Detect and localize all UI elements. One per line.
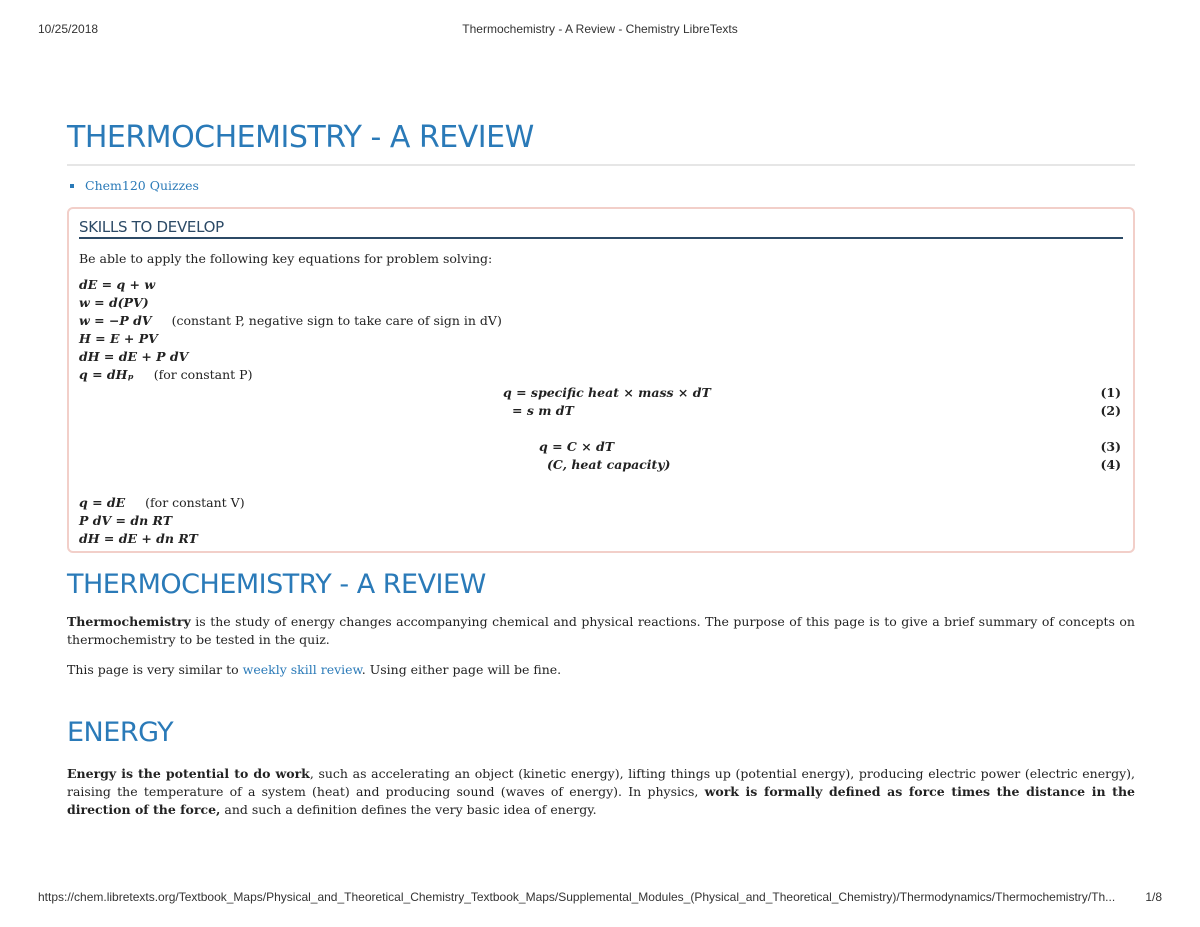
weekly-skill-review-link[interactable]: weekly skill review xyxy=(242,662,362,677)
equation-number-1: (1) xyxy=(1100,385,1121,400)
section-heading-review: THERMOCHEMISTRY - A REVIEW xyxy=(67,569,486,600)
numbered-equation-1: q = specific heat × mass × dT xyxy=(503,385,711,400)
equation: P dV = dn RT xyxy=(79,513,173,528)
equation: dE = q + w xyxy=(79,277,156,292)
equation-number-3: (3) xyxy=(1100,439,1121,454)
chem120-quizzes-link[interactable]: Chem120 Quizzes xyxy=(85,178,199,193)
print-header xyxy=(38,22,1162,38)
equation-row xyxy=(79,530,1123,548)
print-page-title: Thermochemistry - A Review - Chemistry LibreTexts xyxy=(462,22,738,36)
equation-row xyxy=(79,294,1123,312)
print-page-number: 1/8 xyxy=(1145,890,1162,904)
paragraph-text: , such as accelerating an object (kinetic energy), lifting things up (potential energy), producing electric power (electric energy), raising the temperature of a system (heat) and producing sound (waves of energy). In physics, xyxy=(67,766,1135,799)
equation-list-top xyxy=(79,276,1123,384)
equation-number-4: (4) xyxy=(1100,457,1121,472)
skills-heading: SKILLS TO DEVELOP xyxy=(79,217,1123,239)
paragraph-text: and such a definition defines the very basic idea of energy. xyxy=(220,802,597,817)
paragraph-text: . Using either page will be fine. xyxy=(361,662,562,677)
numbered-equation-3: q = C × dT xyxy=(539,439,615,454)
paragraph-text: is the study of energy changes accompanying chemical and physical reactions. The purpose of this page is to give a brief summary of concepts on thermochemistry to be tested in the quiz. xyxy=(67,614,1135,647)
paragraph-energy xyxy=(67,765,1135,819)
equation-row xyxy=(79,348,1123,366)
equation: q = dE xyxy=(79,495,126,510)
equation: dH = dE + dn RT xyxy=(79,531,198,546)
skills-box xyxy=(67,207,1135,553)
equation-row xyxy=(79,312,1123,330)
equation-row xyxy=(79,494,1123,512)
paragraph-text: This page is very similar to xyxy=(67,662,243,677)
numbered-equations xyxy=(79,384,1123,492)
equation-number-2: (2) xyxy=(1100,403,1121,418)
print-footer xyxy=(38,890,1162,906)
list-item xyxy=(85,178,1135,194)
print-url: https://chem.libretexts.org/Textbook_Maps/Physical_and_Theoretical_Chemistry_Textbook_Maps/Supplemental_Modules_(Physical_and_Theoretical_Chemistry)/Thermodynamics/Thermochemistry/Th... xyxy=(38,890,1116,904)
equation-row xyxy=(79,276,1123,294)
section-heading-energy: ENERGY xyxy=(67,717,174,748)
equation-row xyxy=(79,512,1123,530)
paragraph-intro xyxy=(67,613,1135,649)
bold-definition: work is formally defined as force times the distance in the direction of the force, xyxy=(67,784,1135,817)
equation: H = E + PV xyxy=(79,331,158,346)
equation: q = dHₚ xyxy=(79,367,134,382)
print-date: 10/25/2018 xyxy=(38,22,99,36)
bold-term: Thermochemistry xyxy=(67,614,191,629)
equation-row xyxy=(79,330,1123,348)
equation: w = d(PV) xyxy=(79,295,149,310)
link-list xyxy=(67,178,1135,194)
skills-intro: Be able to apply the following key equations for problem solving: xyxy=(79,251,493,266)
bold-definition: Energy is the potential to do work xyxy=(67,766,310,781)
numbered-equation-4: (C, heat capacity) xyxy=(547,457,671,472)
equation: w = −P dV xyxy=(79,313,152,328)
equation-list-bottom xyxy=(79,494,1123,548)
numbered-equation-2: = s m dT xyxy=(512,403,574,418)
equation-note: (for constant P) xyxy=(153,367,253,382)
page-title: THERMOCHEMISTRY - A REVIEW xyxy=(67,118,1135,166)
equation-note: (constant P, negative sign to take care of sign in dV) xyxy=(171,313,502,328)
article-content xyxy=(67,118,1135,819)
equation-row xyxy=(79,366,1123,384)
paragraph-similar xyxy=(67,661,1135,679)
equation: dH = dE + P dV xyxy=(79,349,189,364)
equation-note: (for constant V) xyxy=(145,495,245,510)
